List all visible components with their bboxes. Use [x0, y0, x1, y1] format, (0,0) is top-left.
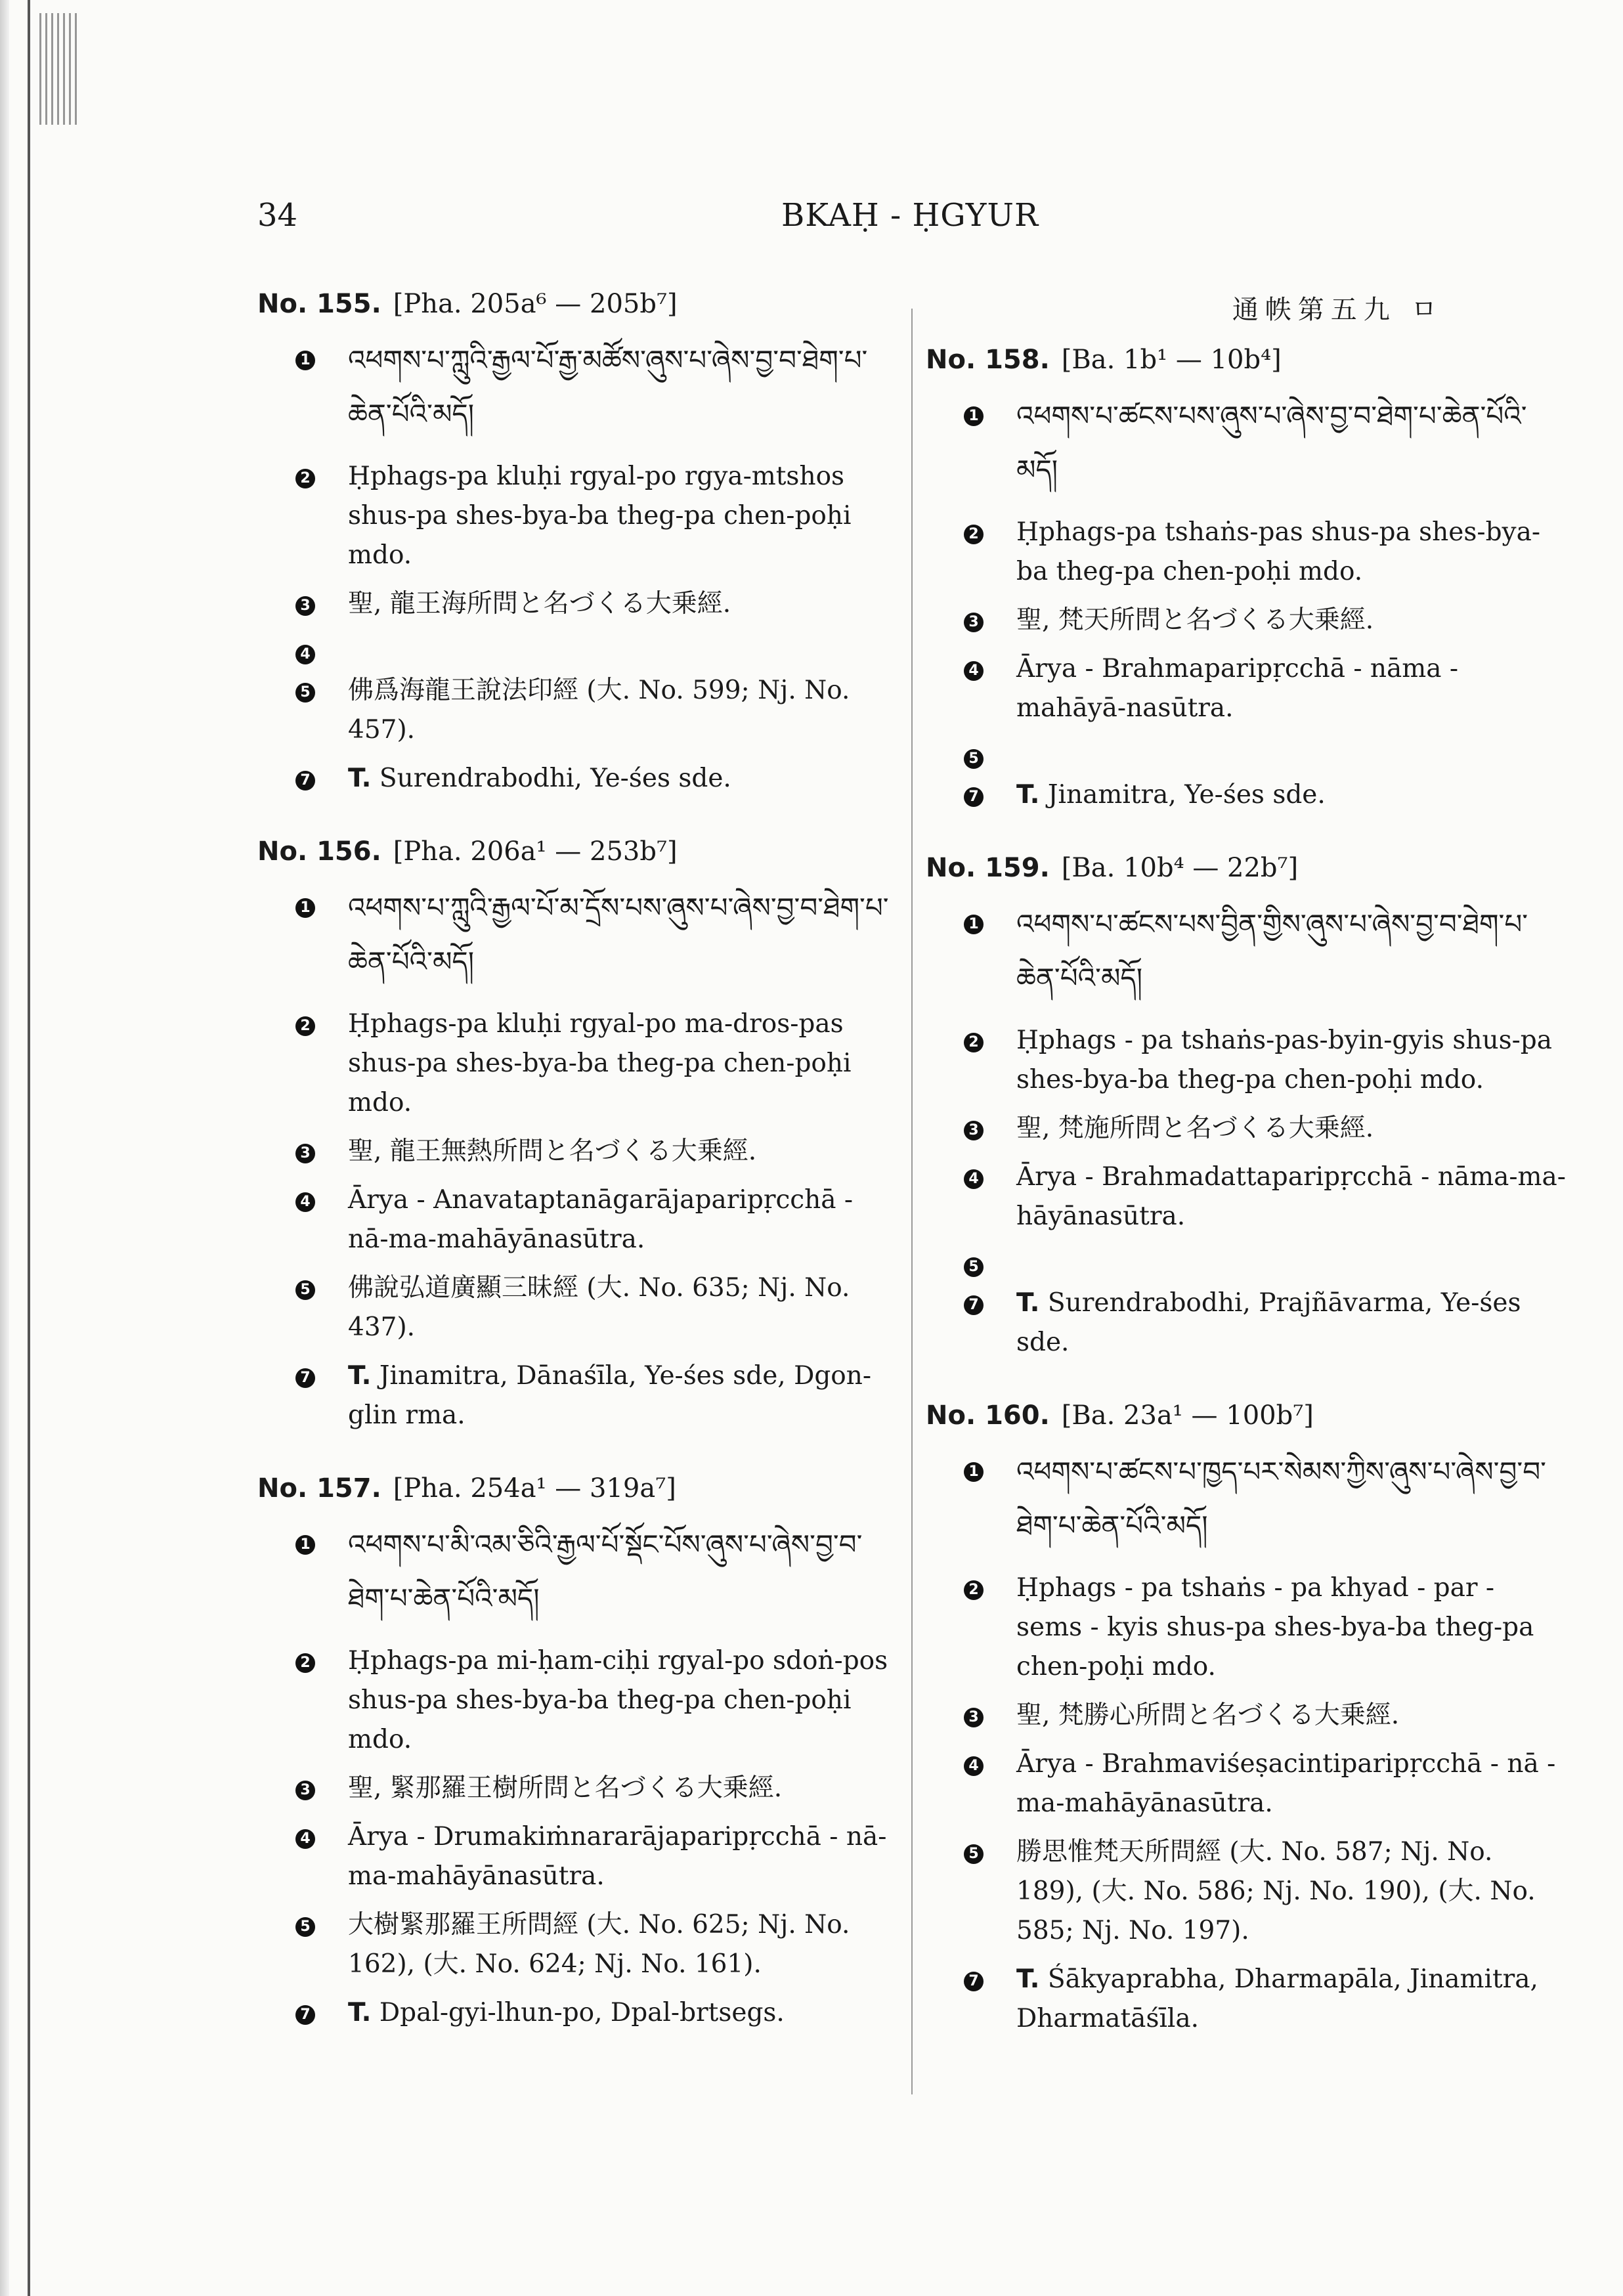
marker-1-icon: 1: [295, 898, 315, 918]
book-spine-shadow: [0, 0, 9, 2296]
marker-5-icon: 5: [964, 749, 984, 769]
section-header: 通帙第五九 ㅁ: [1232, 295, 1444, 325]
japanese-title: 聖, 梵勝心所問と名づくる大乗經.: [1016, 1700, 1400, 1730]
folio-range: [Ba. 1b¹ — 10b⁴]: [1061, 345, 1282, 375]
marker-5-icon: 5: [964, 1844, 984, 1864]
marker-4-icon: 4: [964, 661, 984, 681]
catalog-entry: No. 159. [Ba. 10b⁴ — 22b⁷] 1 འཕགས་པ་ཚངས་པས་བྱིན་གྱིས་ཞུས་པ་ཞེས་བྱ་བ་ཐེག་པ་ཆེན་པོའི་མདོ། 2 Ḥphags - pa tshaṅs-pas-byin-gyis shus-pa shes-bya-ba theg-pa chen-poḥi mdo. 3 聖, 梵施所問と名づくる大乗經. 4 Ārya - Brahmadattaparipṛcchā - nāma-ma-hāyānasūtra. 5 7 T. Surendrabodhi, Prajñāvarma, Ye-śes sde.: [926, 853, 1566, 1357]
sanskrit-title: Ārya - Anavataptanāgarājaparipṛcchā - nā-ma-mahāyānasūtra.: [348, 1185, 854, 1254]
running-head: BKAḤ - ḤGYUR: [781, 197, 1039, 234]
marker-3-icon: 3: [964, 1708, 984, 1727]
romanized-title: Ḥphags - pa tshaṅs - pa khyad - par - sems - kyis shus-pa shes-bya-ba theg-pa chen-poḥi mdo.: [1016, 1573, 1534, 1681]
marker-1-icon: 1: [964, 915, 984, 934]
marker-3-icon: 3: [964, 613, 984, 632]
catalog-entry: No. 155. [Pha. 205a⁶ — 205b⁷] 1 འཕགས་པ་ཀླུའི་རྒྱལ་པོ་རྒྱ་མཚོས་ཞུས་པ་ཞེས་བྱ་བ་ཐེག་པ་ཆེན་པོའི་མདོ། 2 Ḥphags-pa kluḥi rgyal-po rgya-mtshos shus-pa shes-bya-ba theg-pa chen-poḥi mdo. 3 聖, 龍王海所問と名づくる大乗經. 4 5 佛爲海龍王說法印經 (大. No. 599; Nj. No. 457). 7 T. Surendrabodhi, Ye-śes sde.: [257, 289, 868, 793]
binding-marks: [39, 13, 79, 125]
tibetan-title: འཕགས་པ་ཀླུའི་རྒྱལ་པོ་མ་དྲོས་པས་ཞུས་པ་ཞེས་བྱ་བ་ཐེག་པ་ཆེན་པོའི་མདོ།: [348, 892, 889, 978]
left-column: [257, 289, 894, 2071]
japanese-title: 聖, 龍王海所問と名づくる大乗經.: [348, 589, 731, 618]
translators: Śākyaprabha, Dharmapāla, Jinamitra, Dharmatāśīla.: [1016, 1964, 1538, 2033]
marker-1-icon: 1: [964, 1462, 984, 1482]
romanized-title: Ḥphags-pa mi-ḥam-ciḥi rgyal-po sdoṅ-pos shus-pa shes-bya-ba theg-pa chen-poḥi mdo.: [348, 1646, 888, 1754]
sanskrit-title: Ārya - Brahmaparipṛcchā - nāma - mahāyā-nasūtra.: [1016, 654, 1459, 723]
tibetan-title: འཕགས་པ་མི་འམ་ཅིའི་རྒྱལ་པོ་སྡོང་པོས་ཞུས་པ་ཞེས་བྱ་བ་ཐེག་པ་ཆེན་པོའི་མདོ།: [348, 1528, 863, 1614]
marker-4-icon: 4: [295, 1829, 315, 1849]
marker-7-icon: 7: [964, 1972, 984, 1991]
marker-5-icon: 5: [295, 1917, 315, 1937]
japanese-title: 聖, 梵施所問と名づくる大乗經.: [1016, 1114, 1374, 1143]
tibetan-title: འཕགས་པ་ཚངས་པས་བྱིན་གྱིས་ཞུས་པ་ཞེས་བྱ་བ་ཐེག་པ་ཆེན་པོའི་མདོ།: [1016, 908, 1528, 994]
marker-7-icon: 7: [964, 1295, 984, 1315]
folio-range: [Pha. 205a⁶ — 205b⁷]: [393, 289, 678, 319]
entry-number: No. 157.: [257, 1473, 381, 1504]
marker-2-icon: 2: [295, 1016, 315, 1036]
catalog-entry: No. 157. [Pha. 254a¹ — 319a⁷] 1 འཕགས་པ་མི་འམ་ཅིའི་རྒྱལ་པོ་སྡོང་པོས་ཞུས་པ་ཞེས་བྱ་བ་ཐེག་པ་ཆེན་པོའི་མདོ། 2 Ḥphags-pa mi-ḥam-ciḥi rgyal-po sdoṅ-pos shus-pa shes-bya-ba theg-pa chen-poḥi mdo. 3 聖, 緊那羅王樹所問と名づくる大乗經. 4 Ārya - Drumakiṁnararājaparipṛcchā - nā-ma-mahāyānasūtra. 5 大樹緊那羅王所問經 (大. No. 625; Nj. No. 162), (大. No. 624; Nj. No. 161). 7 T. Dpal-gyi-lhun-po, Dpal-brtsegs.: [257, 1473, 888, 2027]
binding-edge-line: [28, 0, 30, 2296]
marker-3-icon: 3: [295, 1144, 315, 1163]
romanized-title: Ḥphags-pa kluḥi rgyal-po rgya-mtshos shus-pa shes-bya-ba theg-pa chen-poḥi mdo.: [348, 462, 852, 570]
japanese-title: 聖, 龍王無熱所問と名づくる大乗經.: [348, 1137, 757, 1166]
catalog-entry: No. 160. [Ba. 23a¹ — 100b⁷] 1 འཕགས་པ་ཚངས་པ་ཁྱད་པར་སེམས་ཀྱིས་ཞུས་པ་ཞེས་བྱ་བ་ཐེག་པ་ཆེན་པོའི་མདོ། 2 Ḥphags - pa tshaṅs - pa khyad - par - sems - kyis shus-pa shes-bya-ba theg-pa chen-poḥi mdo. 3 聖, 梵勝心所問と名づくる大乗經. 4 Ārya - Brahmaviśeṣacintiparipṛcchā - nā - ma-mahāyānasūtra. 5 勝思惟梵天所問經 (大. No. 587; Nj. No. 189), (大. No. 586; Nj. No. 190), (大. No. 585; Nj. No. 197). 7 T. Śākyaprabha, Dharmapāla, Jinamitra, Dharmatāśīla.: [926, 1400, 1556, 2033]
marker-1-icon: 1: [295, 1535, 315, 1555]
entry-number: No. 160.: [926, 1400, 1050, 1431]
marker-5-icon: 5: [964, 1257, 984, 1277]
catalog-entry: No. 158. [Ba. 1b¹ — 10b⁴] 1 འཕགས་པ་ཚངས་པས་ཞུས་པ་ཞེས་བྱ་བ་ཐེག་པ་ཆེན་པོའི་མདོ། 2 Ḥphags-pa tshaṅs-pas shus-pa shes-bya-ba theg-pa chen-poḥi mdo. 3 聖, 梵天所問と名づくる大乗經. 4 Ārya - Brahmaparipṛcchā - nāma - mahāyā-nasūtra. 5 7 T. Jinamitra, Ye-śes sde.: [926, 345, 1540, 810]
marker-3-icon: 3: [295, 1781, 315, 1800]
chinese-parallel: 佛說弘道廣顯三昧經 (大. No. 635; Nj. No. 437).: [348, 1273, 850, 1342]
translators: Dpal-gyi-lhun-po, Dpal-brtsegs.: [379, 1998, 785, 2027]
chinese-parallel: 佛爲海龍王說法印經 (大. No. 599; Nj. No. 457).: [348, 676, 850, 745]
japanese-title: 聖, 梵天所問と名づくる大乗經.: [1016, 605, 1374, 635]
tibetan-title: འཕགས་པ་ཀླུའི་རྒྱལ་པོ་རྒྱ་མཚོས་ཞུས་པ་ཞེས་བྱ་བ་ཐེག་པ་ཆེན་པོའི་མདོ།: [348, 344, 868, 430]
right-column: [926, 289, 1566, 2077]
page-number: 34: [257, 197, 298, 234]
marker-5-icon: 5: [295, 683, 315, 703]
tibetan-title: འཕགས་པ་ཚངས་པས་ཞུས་པ་ཞེས་བྱ་བ་ཐེག་པ་ཆེན་པོའི་མདོ།: [1016, 400, 1527, 486]
marker-3-icon: 3: [964, 1121, 984, 1140]
japanese-title: 聖, 緊那羅王樹所問と名づくる大乗經.: [348, 1773, 783, 1803]
column-divider: [911, 309, 913, 2094]
marker-7-icon: 7: [295, 771, 315, 791]
sanskrit-title: Ārya - Brahmadattaparipṛcchā - nāma-ma-hāyānasūtra.: [1016, 1162, 1566, 1231]
marker-7-icon: 7: [964, 787, 984, 807]
marker-4-icon: 4: [295, 1192, 315, 1212]
marker-2-icon: 2: [964, 525, 984, 544]
marker-5-icon: 5: [295, 1280, 315, 1300]
romanized-title: Ḥphags-pa tshaṅs-pas shus-pa shes-bya-ba theg-pa chen-poḥi mdo.: [1016, 517, 1540, 586]
marker-2-icon: 2: [295, 469, 315, 488]
marker-4-icon: 4: [295, 645, 315, 664]
marker-4-icon: 4: [964, 1169, 984, 1189]
tibetan-title: འཕགས་པ་ཚངས་པ་ཁྱད་པར་སེམས་ཀྱིས་ཞུས་པ་ཞེས་བྱ་བ་ཐེག་པ་ཆེན་པོའི་མདོ།: [1016, 1456, 1546, 1542]
catalog-entry: No. 156. [Pha. 206a¹ — 253b⁷] 1 འཕགས་པ་ཀླུའི་རྒྱལ་པོ་མ་དྲོས་པས་ཞུས་པ་ཞེས་བྱ་བ་ཐེག་པ་ཆེན་པོའི་མདོ། 2 Ḥphags-pa kluḥi rgyal-po ma-dros-pas shus-pa shes-bya-ba theg-pa chen-poḥi mdo. 3 聖, 龍王無熱所問と名づくる大乗經. 4 Ārya - Anavataptanāgarājaparipṛcchā - nā-ma-mahāyānasūtra. 5 佛說弘道廣顯三昧經 (大. No. 635; Nj. No. 437). 7 T. Jinamitra, Dānaśīla, Ye-śes sde, Dgon-glin rma.: [257, 836, 889, 1430]
translators: Surendrabodhi, Prajñāvarma, Ye-śes sde.: [1016, 1288, 1521, 1357]
translators: Jinamitra, Dānaśīla, Ye-śes sde, Dgon-glin rma.: [348, 1361, 872, 1430]
marker-7-icon: 7: [295, 1368, 315, 1388]
folio-range: [Pha. 206a¹ — 253b⁷]: [393, 836, 678, 867]
sanskrit-title: Ārya - Drumakiṁnararājaparipṛcchā - nā-ma-mahāyānasūtra.: [348, 1822, 887, 1891]
entry-number: No. 158.: [926, 345, 1050, 375]
romanized-title: Ḥphags - pa tshaṅs-pas-byin-gyis shus-pa shes-bya-ba theg-pa chen-poḥi mdo.: [1016, 1026, 1552, 1094]
marker-2-icon: 2: [964, 1580, 984, 1600]
marker-2-icon: 2: [295, 1653, 315, 1673]
marker-1-icon: 1: [295, 351, 315, 370]
entry-number: No. 156.: [257, 836, 381, 867]
sanskrit-title: Ārya - Brahmaviśeṣacintiparipṛcchā - nā - ma-mahāyānasūtra.: [1016, 1749, 1556, 1818]
folio-range: [Ba. 23a¹ — 100b⁷]: [1061, 1400, 1314, 1431]
chinese-parallel: 勝思惟梵天所問經 (大. No. 587; Nj. No. 189), (大. No. 586; Nj. No. 190), (大. No. 585; Nj. No. 197).: [1016, 1837, 1536, 1945]
romanized-title: Ḥphags-pa kluḥi rgyal-po ma-dros-pas shus-pa shes-bya-ba theg-pa chen-poḥi mdo.: [348, 1009, 852, 1117]
entry-number: No. 159.: [926, 853, 1050, 883]
translators: Jinamitra, Ye-śes sde.: [1047, 780, 1326, 810]
marker-4-icon: 4: [964, 1756, 984, 1776]
marker-2-icon: 2: [964, 1033, 984, 1052]
marker-7-icon: 7: [295, 2005, 315, 2025]
marker-1-icon: 1: [964, 406, 984, 426]
folio-range: [Pha. 254a¹ — 319a⁷]: [393, 1473, 676, 1504]
translators: Surendrabodhi, Ye-śes sde.: [379, 764, 731, 793]
marker-3-icon: 3: [295, 596, 315, 616]
folio-range: [Ba. 10b⁴ — 22b⁷]: [1061, 853, 1299, 883]
entry-number: No. 155.: [257, 289, 381, 319]
chinese-parallel: 大樹緊那羅王所問經 (大. No. 625; Nj. No. 162), (大. No. 624; Nj. No. 161).: [348, 1910, 850, 1979]
